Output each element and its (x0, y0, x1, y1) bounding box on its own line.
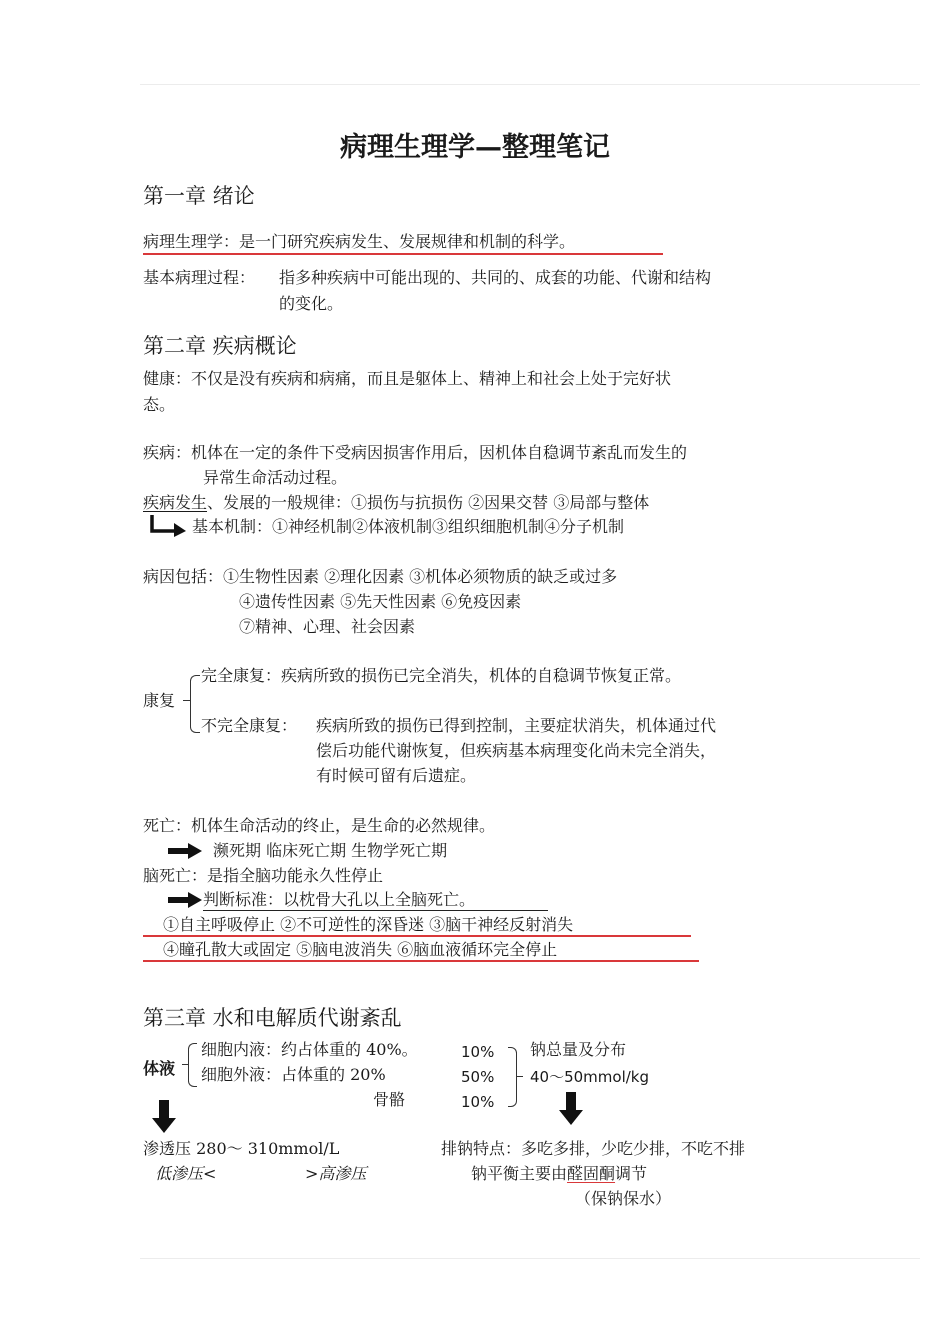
extracellular-fluid: 细胞外液：占体重的 20% (201, 1065, 386, 1084)
osmotic-pressure: 渗透压 280～ 310mmol/L (143, 1139, 340, 1158)
brace-tick (183, 700, 191, 701)
top-rule (140, 84, 920, 85)
sodium-total-label: 钠总量及分布 (530, 1040, 627, 1059)
page-title: 病理生理学—整理笔记 (340, 132, 610, 163)
brain-death-definition: 脑死亡：是指全脑功能永久性停止 (143, 866, 384, 885)
partial-recovery-label: 不完全康复： (201, 716, 298, 735)
sodium-balance-note: （保钠保水） (575, 1189, 672, 1208)
partial-recovery-line-1: 疾病所致的损伤已得到控制，主要症状消失，机体通过代 (316, 716, 717, 735)
disease-line-2: 异常生命活动过程。 (203, 468, 348, 487)
basic-process-line-2: 的变化。 (279, 294, 344, 313)
down-arrow-icon (558, 1092, 584, 1126)
disease-line-1: 疾病：机体在一定的条件下受病因损害作用后，因机体自稳调节紊乱而发生的 (143, 443, 688, 462)
death-stages: 濒死期 临床死亡期 生物学死亡期 (213, 841, 448, 860)
hypertonic-label: >高渗压 (305, 1164, 367, 1183)
percent-bone: 10% (461, 1093, 495, 1111)
red-underline (143, 935, 691, 937)
partial-recovery-line-2: 偿后功能代谢恢复，但疾病基本病理变化尚未完全消失， (316, 741, 717, 760)
full-recovery: 完全康复：疾病所致的损伤已完全消失，机体的自稳调节恢复正常。 (201, 666, 682, 685)
judgment-criteria: 判断标准：以枕骨大孔以上全脑死亡。 (203, 890, 476, 909)
sodium-balance (471, 1162, 647, 1186)
body-fluid-brace (188, 1043, 197, 1087)
chapter-1-heading: 第一章 绪论 (143, 184, 255, 208)
body-fluid-label: 体液 (143, 1059, 176, 1078)
general-rules (143, 491, 649, 515)
cause-line-3: ⑦精神、心理、社会因素 (239, 617, 416, 636)
disease-occurrence-underlined: 疾病发生 (143, 493, 208, 512)
chapter-2-heading: 第二章 疾病概论 (143, 334, 297, 358)
aldosterone-underlined: 醛固酮 (567, 1164, 616, 1183)
criteria-line-1: ①自主呼吸停止 ②不可逆性的深昏迷 ③脑干神经反射消失 (163, 915, 574, 934)
basic-mechanism: 基本机制：①神经机制②体液机制③组织细胞机制④分子机制 (192, 517, 625, 536)
percent-extracellular: 50% (461, 1068, 495, 1086)
cause-line-2: ④遗传性因素 ⑤先天性因素 ⑥免疫因素 (239, 592, 522, 611)
percent-intracellular: 10% (461, 1043, 495, 1061)
health-line-1: 健康：不仅是没有疾病和病痛，而且是躯体上、精神上和社会上处于完好状 (143, 369, 672, 388)
chapter-3-heading: 第三章 水和电解质代谢紊乱 (143, 1006, 402, 1030)
down-arrow-icon (151, 1100, 177, 1134)
recovery-label: 康复 (143, 691, 176, 710)
red-underline (143, 960, 699, 962)
health-line-2: 态。 (143, 395, 176, 414)
brace-tick (182, 1064, 189, 1065)
sodium-total-value: 40～50mmol/kg (530, 1068, 650, 1086)
bottom-rule (140, 1258, 920, 1259)
right-arrow-icon (168, 842, 204, 860)
criteria-line-2: ④瞳孔散大或固定 ⑤脑电波消失 ⑥脑血液循环完全停止 (163, 940, 558, 959)
recovery-brace (190, 675, 200, 733)
sodium-balance-prefix: 钠平衡主要由 (471, 1164, 568, 1183)
general-rules-text: 、发展的一般规律：①损伤与抗损伤 ②因果交替 ③局部与整体 (207, 493, 650, 512)
basic-process-label: 基本病理过程： (143, 268, 256, 287)
bone-label: 骨骼 (373, 1090, 406, 1109)
elbow-arrow-icon (148, 513, 190, 537)
sodium-excretion: 排钠特点：多吃多排，少吃少排，不吃不排 (441, 1139, 746, 1158)
red-underline (143, 253, 663, 255)
black-underline (203, 910, 548, 911)
basic-process-line-1: 指多种疾病中可能出现的、共同的、成套的功能、代谢和结构 (279, 268, 712, 287)
partial-recovery-line-3: 有时候可留有后遗症。 (316, 766, 477, 785)
brace-tick (516, 1076, 523, 1077)
pathophysiology-definition: 病理生理学：是一门研究疾病发生、发展规律和机制的科学。 (143, 232, 576, 251)
cause-line-1: 病因包括：①生物性因素 ②理化因素 ③机体必须物质的缺乏或过多 (143, 567, 618, 586)
intracellular-fluid: 细胞内液：约占体重的 40%。 (201, 1040, 418, 1059)
hypotonic-label: 低渗压< (155, 1164, 217, 1183)
death-definition: 死亡：机体生命活动的终止，是生命的必然规律。 (143, 816, 496, 835)
sodium-balance-suffix: 调节 (615, 1164, 648, 1183)
right-arrow-icon (168, 891, 204, 909)
